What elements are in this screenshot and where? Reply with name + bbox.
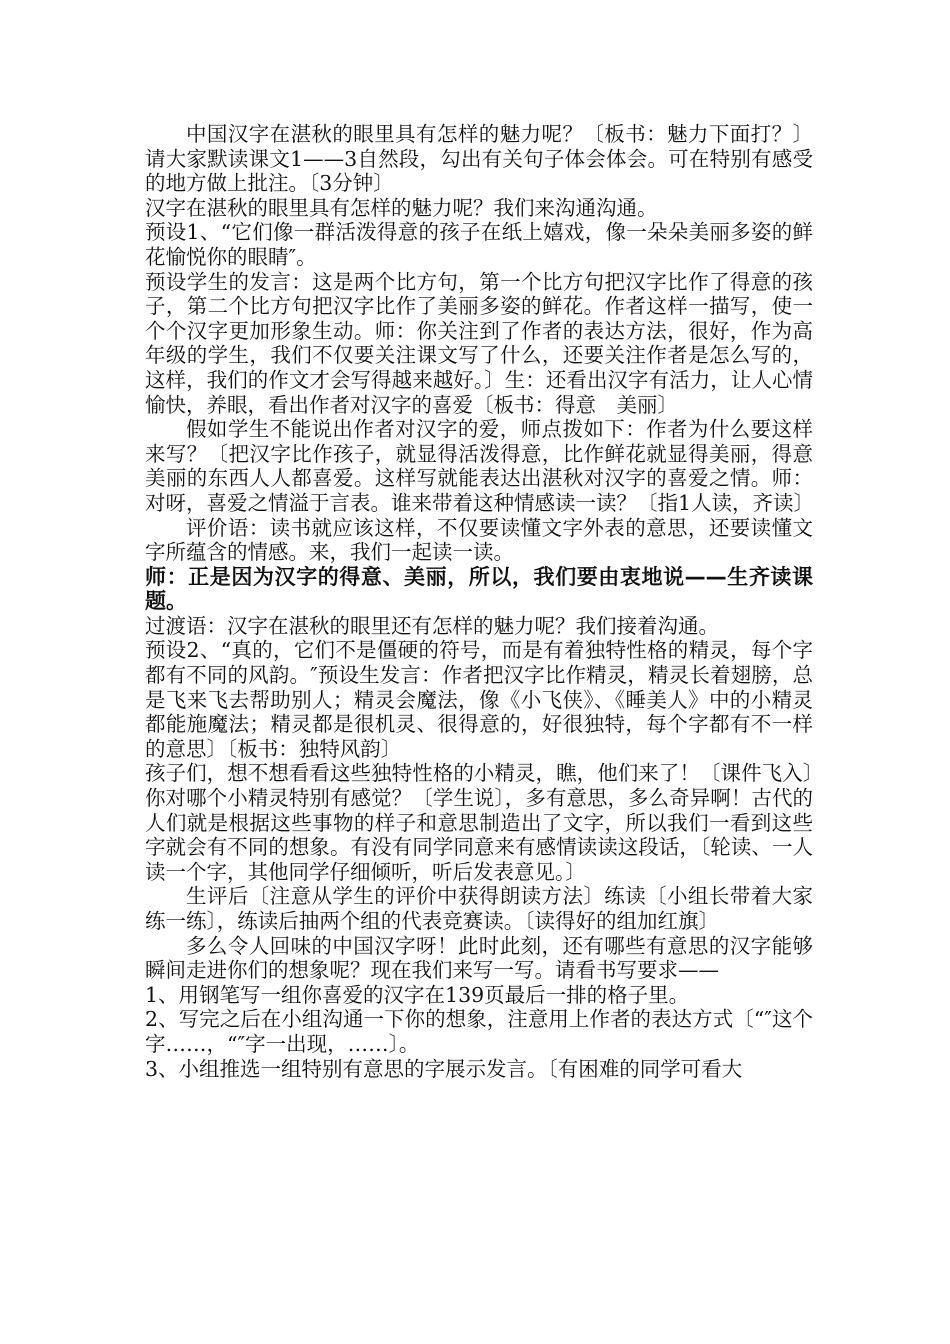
requirement-item-1: 1、用钢笔写一组你喜爱的汉字在139页最后一排的格子里。 [145, 982, 690, 1007]
paragraph-preset-2: 预设2、“真的，它们不是僵硬的符号，而是有着独特性格的精灵，每个字都有不同的风韵。″预设生发言：作者把汉字比作精灵，精灵长着翅膀，总是飞来飞去帮助别人；精灵会魔法，像《小飞侠》、《睡美人》中的小精灵都能施魔法；精灵都是很机灵、很得意的，好很独特，每个字都有不一样的意思〕〔板书：独特风韵〕 [145, 638, 813, 761]
paragraph-preset-1: 预设1、“它们像一群活泼得意的孩子在纸上嬉戏，像一朵朵美丽多姿的鲜花愉悦你的眼睛″。 [145, 220, 813, 269]
paragraph-writing-intro: 多么令人回味的中国汉字呀！此时此刻，还有哪些有意思的汉字能够瞬间走进你们的想象呢？现在我们来写一写。请看书写要求—— [145, 933, 813, 983]
paragraph-transition: 过渡语：汉字在湛秋的眼里还有怎样的魅力呢？我们接着沟通。 [145, 613, 719, 638]
paragraph-peer-review: 生评后〔注意从学生的评价中获得朗读方法〕练读〔小组长带着大家练一练〕，练读后抽两个组的代表竞赛读。〔读得好的组加红旗〕 [145, 884, 813, 933]
requirement-item-2: 2、写完之后在小组沟通一下你的想象，注意用上作者的表达方式〔“″这个字……，“″字一出现，……〕。 [145, 1007, 813, 1056]
paragraph-courseware: 孩子们，想不想看看这些独特性格的小精灵，瞧，他们来了！〔课件飞入〕你对哪个小精灵特别有感觉？〔学生说〕，多有意思，多么奇异啊！古代的人们就是根据这些事物的样子和意思制造出了文字，所以我们一看到这些字就会有不同的想象。有没有同学同意来有感情读读这段话，〔轮读、一人读一个字，其他同学仔细倾听，听后发表意见。〕 [145, 761, 813, 884]
requirement-item-3: 3、小组推选一组特别有意思的字展示发言。〔有困难的同学可看大 [145, 1056, 743, 1081]
paragraph-intro-question: 中国汉字在湛秋的眼里具有怎样的魅力呢？〔板书：魅力下面打？〕请大家默读课文1——3自然段，勾出有关句子体会体会。可在特别有感受的地方做上批注。〔3分钟〕 [145, 122, 813, 196]
paragraph-teacher-bold-line: 师：正是因为汉字的得意、美丽，所以，我们要由衷地说——生齐读课题。 [145, 564, 813, 614]
paragraph-evaluation: 评价语：读书就应该这样，不仅要读懂文字外表的意思，还要读懂文字所蕴含的情感。来，我们一起读一读。 [145, 515, 813, 565]
paragraph-discussion-prompt: 汉字在湛秋的眼里具有怎样的魅力呢？我们来沟通沟通。 [145, 195, 658, 220]
paragraph-student-response-1: 预设学生的发言：这是两个比方句，第一个比方句把汉字比作了得意的孩子，第二个比方句把汉字比作了美丽多姿的鲜花。作者这样一描写，使一个个汉字更加形象生动。师：你关注到了作者的表达方法，很好，作为高年级的学生，我们不仅要关注课文写了什么，还要关注作者是怎么写的，这样，我们的作文才会写得越来越好。〕生：还看出汉字有活力，让人心情愉快，养眼，看出作者对汉字的喜爱〔板书：得意 美丽〕 [145, 269, 813, 417]
paragraph-teacher-guidance: 假如学生不能说出作者对汉字的爱，师点拨如下：作者为什么要这样来写？〔把汉字比作孩子，就显得活泼得意，比作鲜花就显得美丽，得意美丽的东西人人都喜爱。这样写就能表达出湛秋对汉字的喜爱之情。师：对呀，喜爱之情溢于言表。谁来带着这种情感读一读？〔指1人读，齐读〕 [145, 417, 815, 515]
document-body [145, 122, 813, 1081]
